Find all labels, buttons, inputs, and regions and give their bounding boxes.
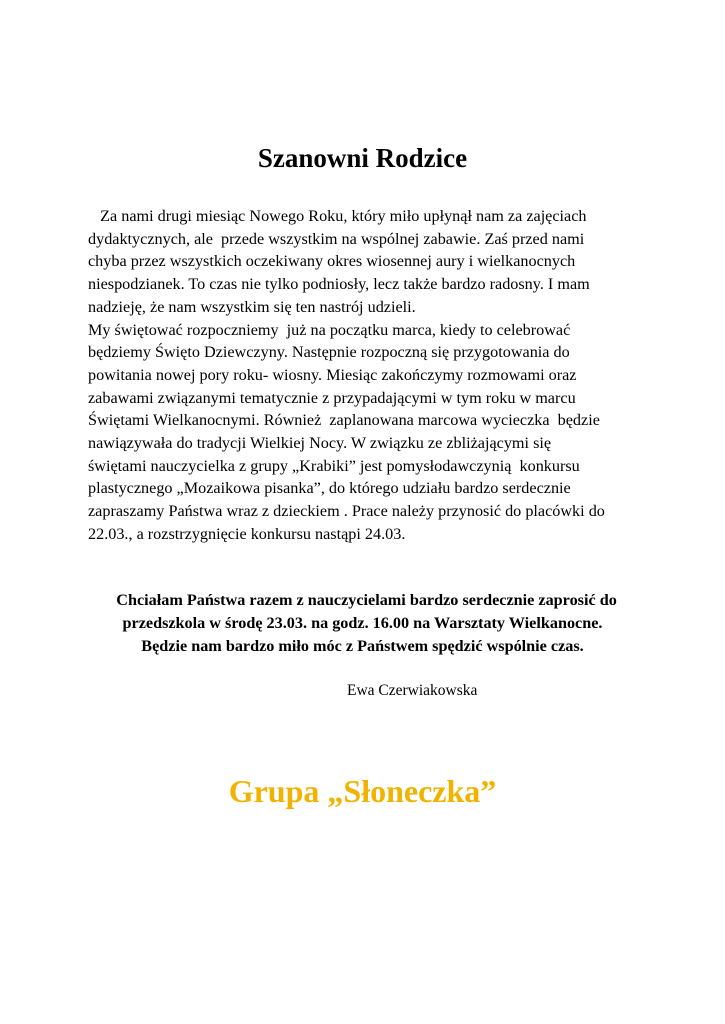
page-title: Szanowni Rodzice — [257, 143, 468, 173]
body-line: 22.03., a rozstrzygnięcie konkursu nastąpi 24.03. — [88, 524, 406, 543]
body-line: powitania nowej pory roku- wiosny. Miesiąc zakończymy rozmowami oraz — [88, 365, 577, 384]
body-line: niespodzianek. To czas nie tylko podniosły, lecz także bardzo radosny. I mam — [88, 275, 590, 294]
body-line: dydaktycznych, ale przede wszystkim na wspólnej zabawie. Zaś przed nami — [88, 229, 585, 248]
body-line: zapraszamy Państwa wraz z dzieckiem . Prace należy przynosić do placówki do — [88, 502, 605, 521]
body-line: nawiązywała do tradycji Wielkiej Nocy. W związku ze zbliżającymi się — [88, 434, 552, 453]
body-line: zabawami związanymi tematycznie z przypadającymi w tym roku w marcu — [88, 388, 576, 407]
body-line: plastycznego „Mozaikowa pisanka”, do którego udziału bardzo serdecznie — [88, 479, 571, 498]
body-line: My świętować rozpoczniemy już na początku marca, kiedy to celebrować — [88, 320, 571, 339]
body-line: nadzieję, że nam wszystkim się ten nastrój udzieli. — [88, 297, 416, 316]
body-line: Świętami Wielkanocnymi. Również zaplanowana marcowa wycieczka będzie — [88, 411, 600, 430]
invitation-text — [0, 589, 725, 658]
body-line: świętami nauczycielka z grupy „Krabiki” jest pomysłodawczynią konkursu — [88, 456, 580, 475]
group-name: Grupa „Słoneczka” — [228, 773, 497, 809]
body-line: chyba przez wszystkich oczekiwany okres wiosennej aury i wielkanocnych — [88, 252, 576, 271]
invitation-line: Chciałam Państwa razem z nauczycielami bardzo serdecznie zaprosić do — [108, 591, 617, 609]
invitation-line: Będzie nam bardzo miło móc z Państwem spędzić wspólnie czas. — [141, 637, 584, 655]
invitation-line: przedszkola w środę 23.03. na godz. 16.00 na Warsztaty Wielkanocne. — [122, 614, 603, 632]
signature: Ewa Czerwiakowska — [347, 682, 478, 699]
body-line: będziemy Święto Dziewczyny. Następnie rozpoczną się przygotowania do — [88, 343, 570, 362]
body-line: Za nami drugi miesiąc Nowego Roku, który miło upłynął nam za zajęciach — [88, 207, 587, 225]
body-paragraph — [88, 205, 648, 546]
